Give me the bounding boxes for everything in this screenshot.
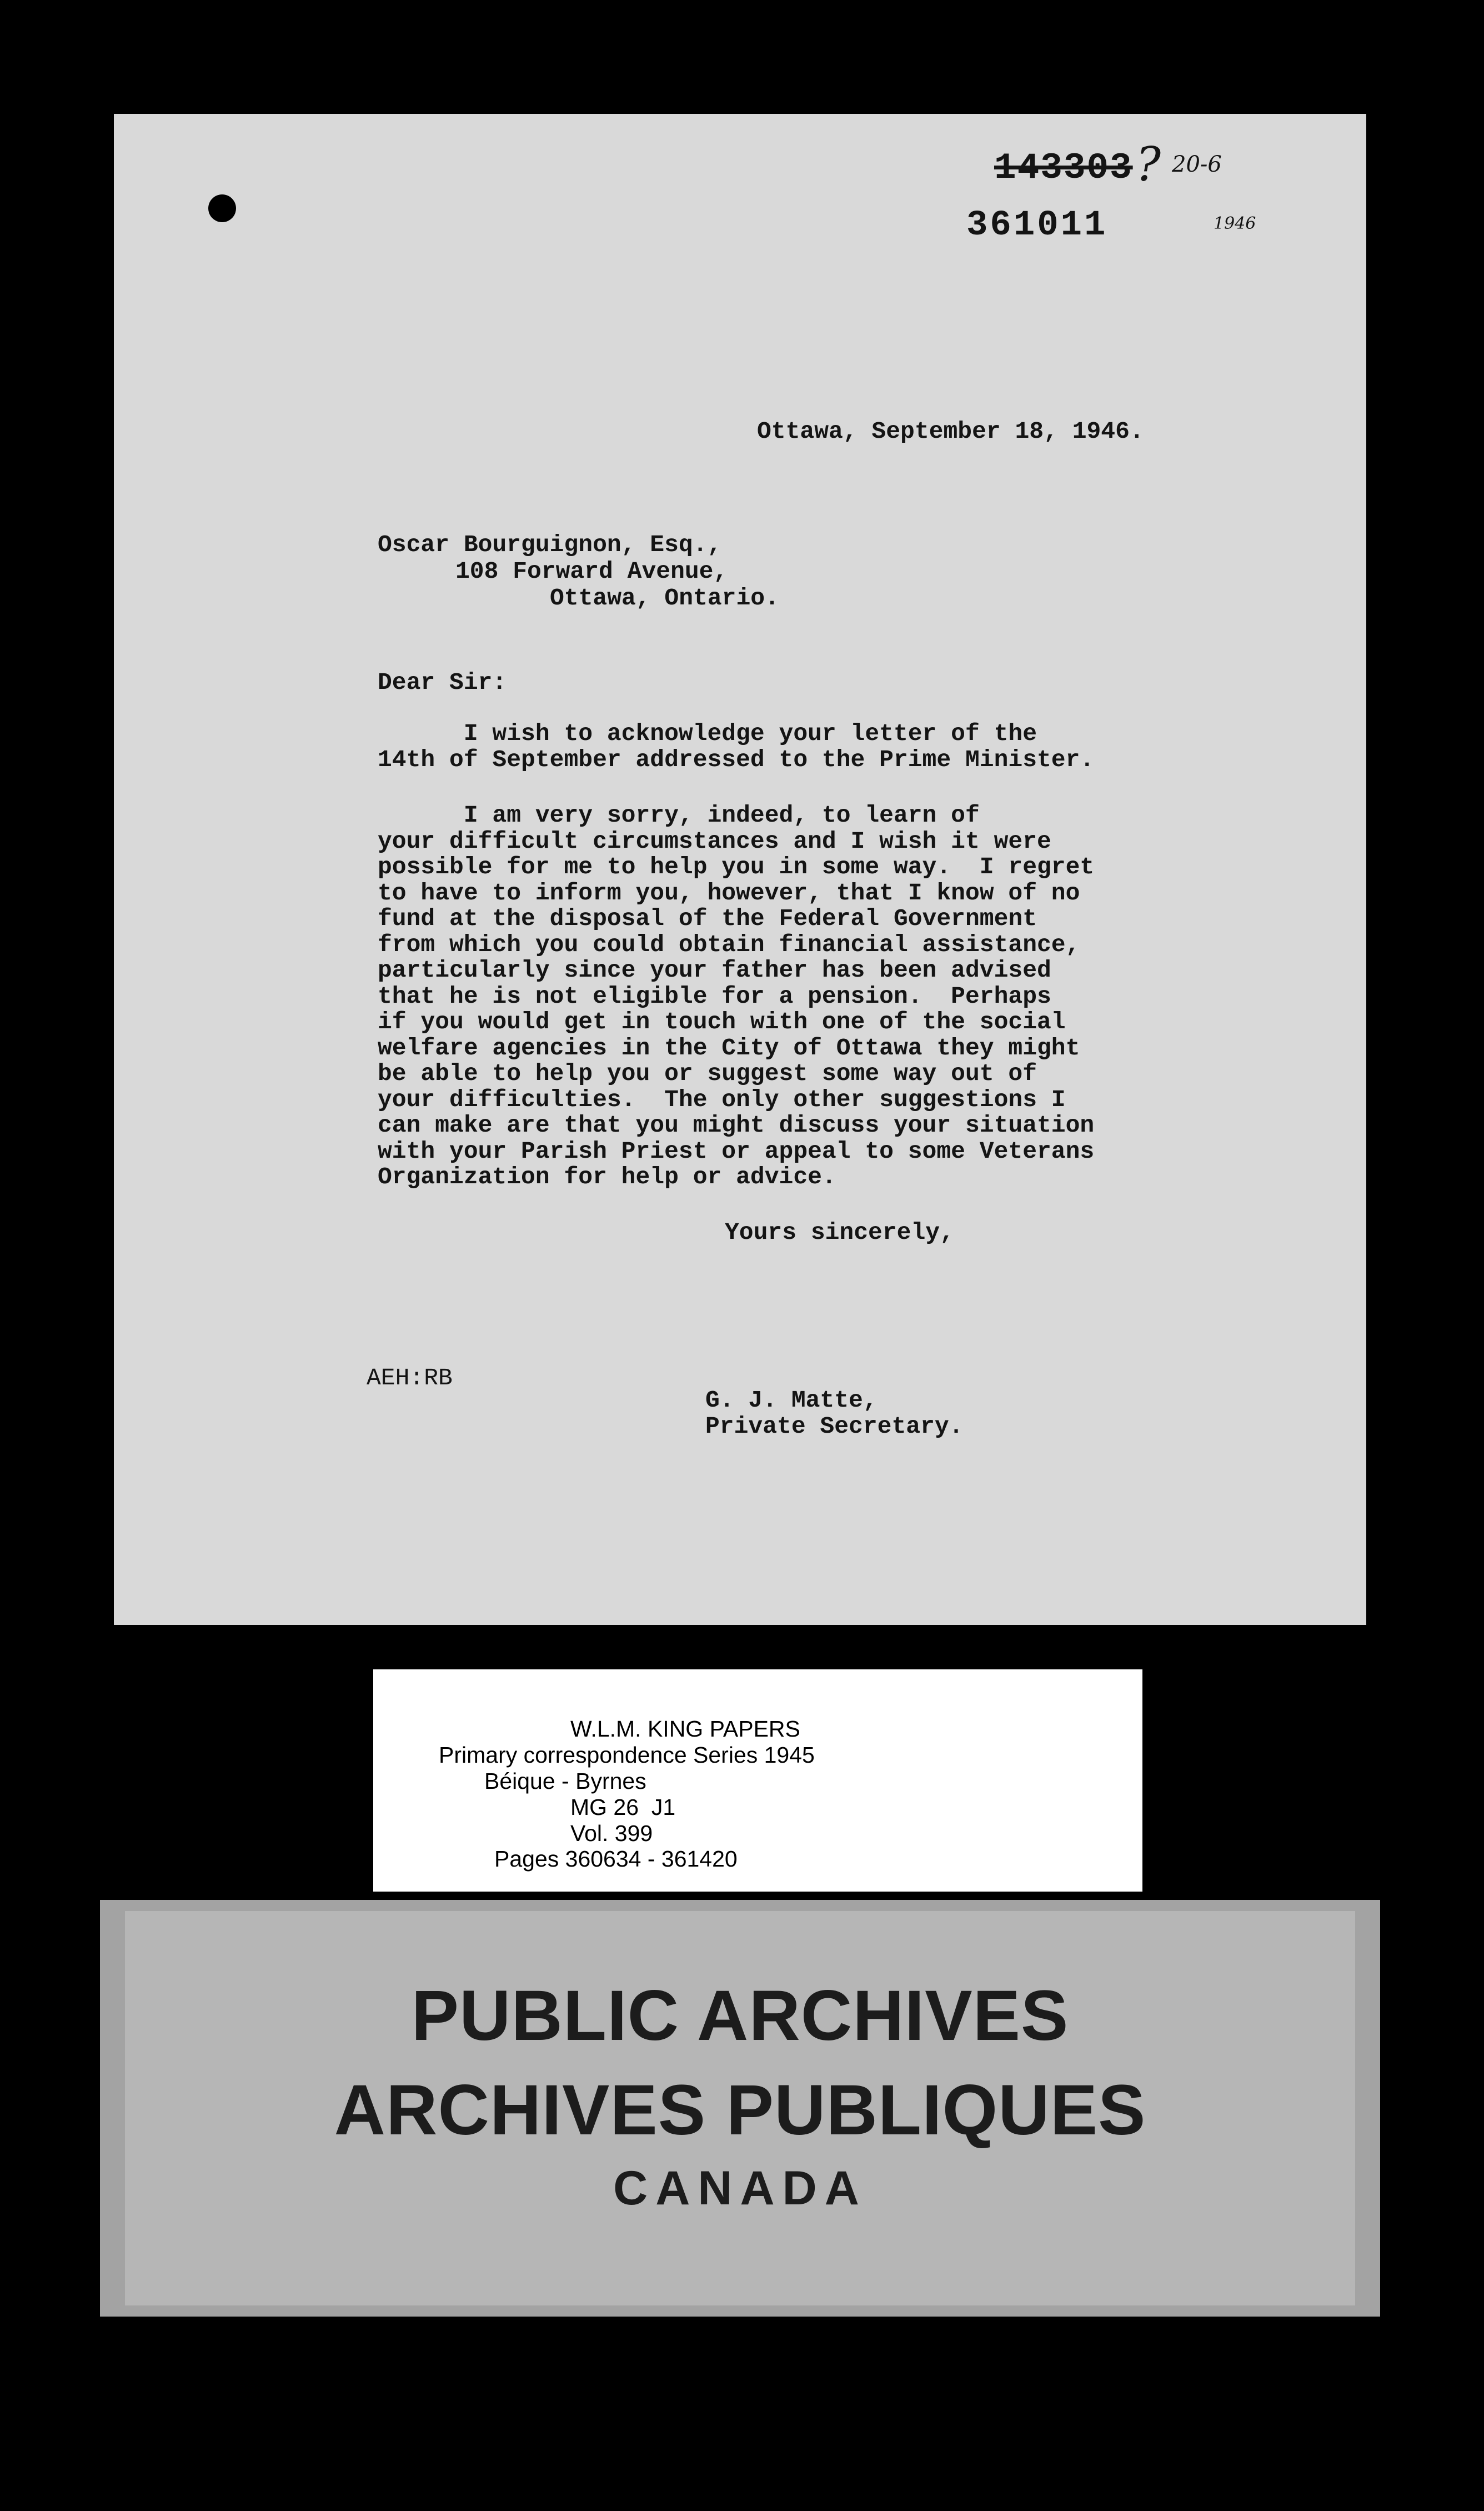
reference-card: [373, 1669, 1142, 1892]
text-line: your difficulties. The only other suggestions I: [378, 1086, 1066, 1113]
text-line: particularly since your father has been advised: [378, 957, 1051, 984]
archives-title-en: PUBLIC ARCHIVES: [411, 1976, 1069, 2055]
address-line-street: 108 Forward Avenue,: [455, 558, 728, 585]
closing: Yours sincerely,: [725, 1219, 954, 1246]
ref-range: Béique - Byrnes: [484, 1768, 646, 1794]
text-line: I wish to acknowledge your letter of the: [378, 720, 1037, 747]
paragraph-body: [378, 803, 1094, 1191]
ref-volume: Vol. 399: [570, 1820, 653, 1846]
text-line: possible for me to help you in some way. I regret: [378, 853, 1095, 881]
letter-page: [114, 114, 1366, 1625]
typist-initials: AEH:RB: [367, 1364, 453, 1392]
text-line: to have to inform you, however, that I know of no: [378, 879, 1080, 907]
archives-stamp: [100, 1900, 1380, 2317]
archives-country: CANADA: [613, 2162, 867, 2215]
signer-name: G. J. Matte,: [705, 1387, 878, 1414]
paragraph-acknowledgement: [378, 721, 1094, 773]
text-line: welfare agencies in the City of Ottawa they might: [378, 1034, 1080, 1062]
text-line: 14th of September addressed to the Prime Minister.: [378, 746, 1095, 773]
ref-series: Primary correspondence Series 1945: [439, 1742, 815, 1768]
letter-date: Ottawa, September 18, 1946.: [757, 418, 1144, 445]
ref-manuscript-group: MG 26 J1: [570, 1794, 676, 1820]
archives-title-fr: ARCHIVES PUBLIQUES: [334, 2070, 1146, 2150]
address-line-name: Oscar Bourguignon, Esq.,: [378, 531, 722, 558]
text-line: if you would get in touch with one of the social: [378, 1008, 1066, 1036]
text-line: can make are that you might discuss your situation: [378, 1112, 1095, 1139]
document-number: 361011: [966, 206, 1108, 246]
punch-hole: [208, 194, 236, 222]
text-line: Organization for help or advice.: [378, 1163, 836, 1191]
text-line: I am very sorry, indeed, to learn of: [378, 802, 980, 829]
text-line: fund at the disposal of the Federal Government: [378, 905, 1037, 932]
salutation: Dear Sir:: [378, 669, 507, 696]
handwritten-mark: ?: [1136, 137, 1161, 192]
handwritten-note: 20-6: [1172, 152, 1222, 177]
text-line: be able to help you or suggest some way out of: [378, 1060, 1037, 1087]
text-line: your difficult circumstances and I wish it were: [378, 827, 1051, 855]
address-line-city: Ottawa, Ontario.: [550, 584, 779, 612]
handwritten-note-secondary: 1946: [1214, 214, 1256, 233]
ref-collection-title: W.L.M. KING PAPERS: [570, 1716, 800, 1742]
text-line: with your Parish Priest or appeal to some Veterans: [378, 1137, 1095, 1165]
old-document-number: 143303: [994, 147, 1133, 189]
text-line: that he is not eligible for a pension. Perhaps: [378, 982, 1051, 1010]
ref-pages: Pages 360634 - 361420: [494, 1846, 738, 1872]
text-line: from which you could obtain financial assistance,: [378, 931, 1080, 958]
signer-title: Private Secretary.: [705, 1413, 964, 1440]
